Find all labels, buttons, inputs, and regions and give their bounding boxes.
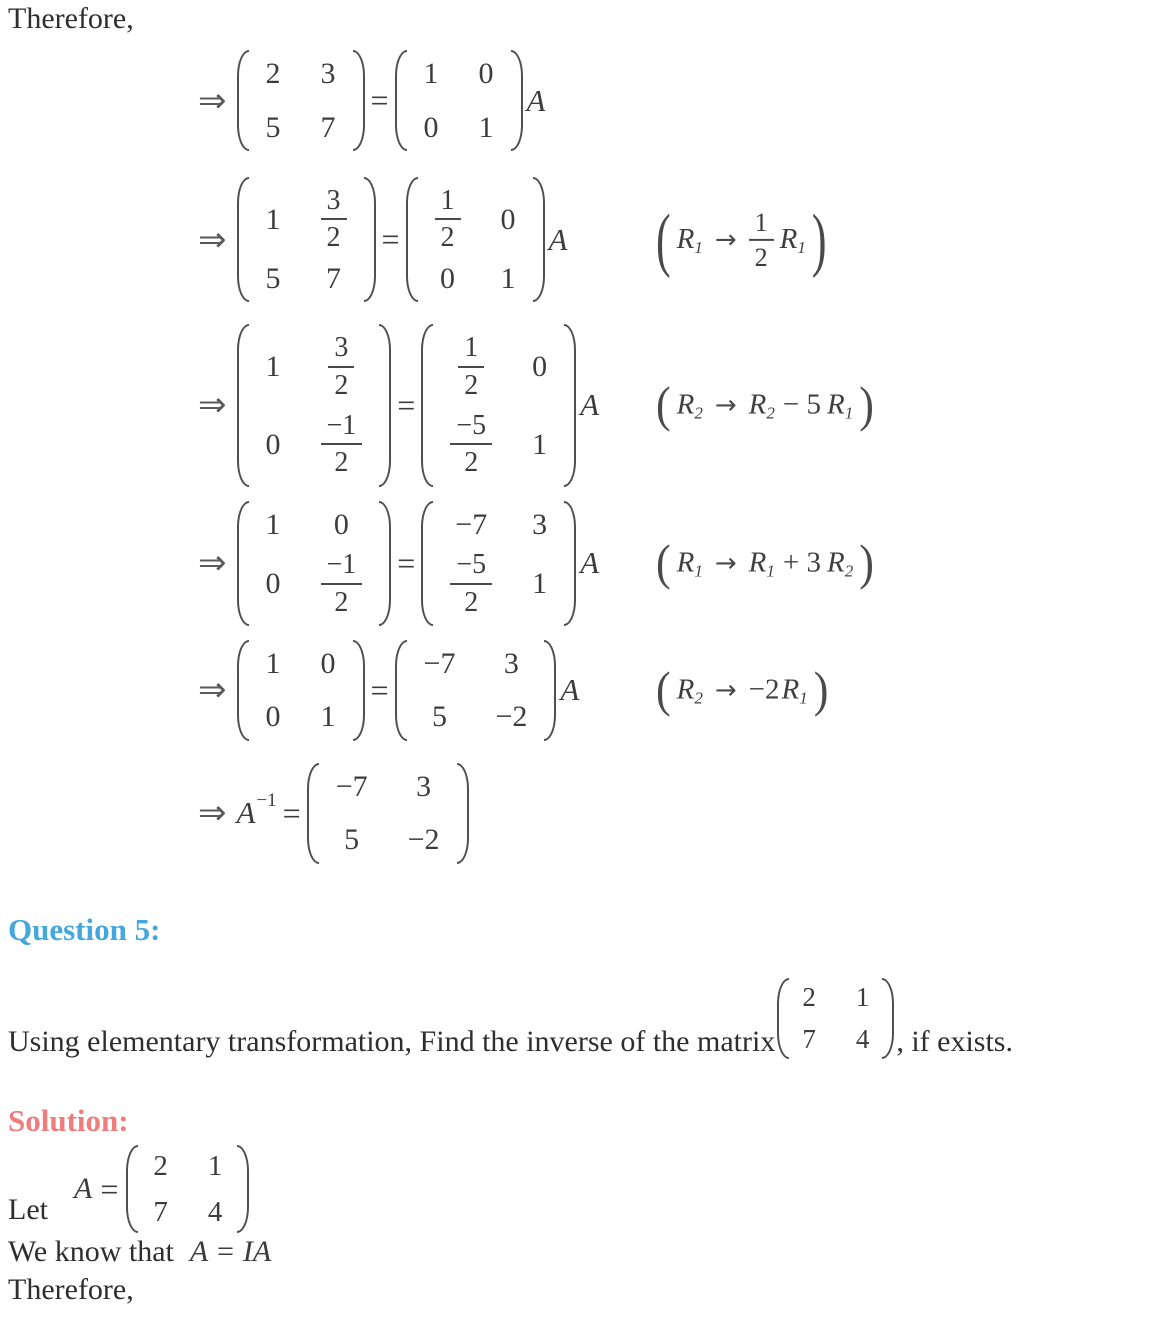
- solution-heading: Solution:: [8, 1102, 129, 1138]
- matrix-cell: 0: [265, 566, 281, 600]
- inline-matrix: [126, 1145, 249, 1234]
- know-math: A = IA: [189, 1235, 272, 1269]
- equals-sign: =: [397, 386, 416, 423]
- equals-sign: =: [370, 671, 389, 708]
- intro-text: Therefore,: [8, 2, 134, 35]
- matrix-lhs: [237, 324, 392, 486]
- matrix-cell: 5: [265, 110, 281, 144]
- paren-left-icon: [237, 177, 249, 302]
- paren-right-icon: [564, 501, 576, 626]
- fraction: [450, 549, 492, 618]
- equals-sign: =: [381, 221, 400, 258]
- matrix-lhs: [237, 177, 376, 302]
- matrix-cell: 1: [500, 261, 516, 295]
- fraction: [450, 410, 492, 479]
- implies-arrow-icon: ⇒: [198, 219, 227, 260]
- matrix-cell: −7: [335, 769, 368, 803]
- matrix-cell: −7: [423, 646, 456, 680]
- implies-arrow-icon: ⇒: [198, 385, 227, 426]
- fraction-numerator: 3: [321, 185, 347, 220]
- fraction-denominator: 2: [440, 222, 455, 254]
- fraction-numerator: 1: [458, 332, 484, 367]
- row-subscript: 1: [799, 688, 808, 708]
- matrix-cell: 1: [532, 566, 548, 600]
- row-subscript: 1: [694, 237, 703, 257]
- row-operation-note: [656, 535, 874, 591]
- matrix-cell: 0: [500, 202, 516, 236]
- matrix-rhs: [406, 177, 545, 302]
- paren-left-icon: [307, 763, 319, 864]
- paren-right-icon: [237, 1145, 249, 1234]
- question-heading: Question 5:: [8, 911, 161, 947]
- paren-right-icon: [364, 177, 376, 302]
- matrix-cell: 3: [503, 646, 519, 680]
- therefore-text: Therefore,: [8, 1273, 134, 1307]
- paren-right-icon: [544, 640, 556, 741]
- matrix-lhs: [237, 50, 365, 151]
- matrix-cell: 2: [265, 57, 281, 90]
- matrix-lhs: [237, 501, 392, 626]
- paren-left-icon: [237, 640, 249, 741]
- paren-left-icon: [237, 50, 249, 151]
- row-subscript: 1: [797, 237, 806, 257]
- matrix-cell: 1: [478, 110, 494, 144]
- note-paren-close: ): [859, 377, 874, 433]
- matrix-cell: 1: [320, 700, 336, 734]
- matrix-cell: 7: [802, 1024, 816, 1055]
- matrix-rhs: [395, 640, 557, 741]
- matrix-rhs: [421, 501, 576, 626]
- know-row: [8, 1235, 1170, 1269]
- paren-right-icon: [882, 978, 894, 1059]
- operation-term: + 3: [782, 546, 821, 579]
- paren-left-icon: [406, 177, 418, 302]
- paren-right-icon: [379, 324, 391, 486]
- equation-row: [198, 501, 1170, 626]
- fraction: [328, 332, 354, 401]
- inverse-exponent: −1: [256, 790, 277, 812]
- matrix-cell: 1: [855, 981, 870, 1012]
- matrix-cell: 1: [532, 427, 548, 461]
- matrix-cell: 5: [344, 823, 360, 857]
- matrix-suffix-A: A: [580, 387, 600, 423]
- equation-row: [198, 50, 1170, 151]
- maps-to-arrow-icon: →: [714, 390, 737, 421]
- matrix-cell: 4: [855, 1024, 870, 1055]
- row-symbol: R: [779, 223, 798, 256]
- paren-left-icon: [421, 324, 433, 486]
- matrix-cell: 0: [333, 507, 349, 541]
- equation-row: [198, 177, 1170, 302]
- maps-to-arrow-icon: →: [714, 548, 737, 579]
- fraction-numerator: −5: [450, 410, 492, 445]
- equation-row: [198, 763, 1170, 864]
- matrix-cell: 1: [265, 349, 281, 383]
- row-subscript: 2: [694, 688, 703, 708]
- row-subscript: 2: [844, 561, 854, 581]
- row-symbol: R: [827, 546, 845, 579]
- equation-row: [198, 324, 1170, 486]
- equals-sign: =: [282, 794, 301, 831]
- note-paren-open: (: [656, 199, 671, 280]
- a-inverse-symbol: A: [236, 795, 256, 831]
- fraction: [435, 185, 461, 254]
- paren-left-icon: [777, 978, 789, 1059]
- fraction-denominator: 2: [464, 447, 479, 479]
- paren-right-icon: [379, 501, 391, 626]
- implies-arrow-icon: ⇒: [198, 793, 227, 834]
- matrix-cell: −2: [407, 823, 440, 857]
- fraction-numerator: −1: [321, 410, 363, 445]
- paren-left-icon: [395, 640, 407, 741]
- fraction-numerator: −5: [450, 549, 492, 584]
- matrix-cell: 1: [423, 57, 439, 90]
- matrix-rhs: [395, 50, 523, 151]
- matrix-suffix-A: A: [548, 221, 568, 257]
- matrix-cell: 7: [153, 1196, 168, 1228]
- question-text-after: , if exists.: [896, 1024, 1013, 1058]
- equals-sign: =: [397, 544, 416, 581]
- note-paren-open: (: [656, 377, 671, 433]
- row-subscript: 2: [766, 403, 775, 423]
- row-subscript: 1: [766, 561, 775, 581]
- matrix-cell: −7: [455, 507, 488, 541]
- row-subscript: 1: [844, 403, 854, 423]
- implies-arrow-icon: ⇒: [198, 670, 227, 711]
- row-operation-note: [656, 199, 827, 280]
- row-symbol: R: [827, 388, 845, 421]
- matrix-cell: 0: [423, 110, 439, 144]
- matrix-symbol-A: A: [73, 1172, 93, 1205]
- matrix-cell: 5: [265, 261, 281, 295]
- maps-to-arrow-icon: →: [714, 224, 737, 255]
- row-symbol: R: [676, 673, 695, 706]
- note-paren-open: (: [656, 535, 671, 591]
- paren-left-icon: [237, 501, 249, 626]
- paren-right-icon: [511, 50, 523, 151]
- matrix-cell: 0: [478, 57, 494, 90]
- matrix-cell: 3: [532, 507, 548, 541]
- row-symbol: R: [676, 546, 695, 579]
- row-symbol: R: [676, 388, 695, 421]
- matrix-rhs: [307, 763, 469, 864]
- question-text: [8, 978, 1170, 1059]
- row-operation-note: [656, 662, 829, 718]
- equals-sign: =: [370, 82, 389, 118]
- equation-block: [198, 50, 1170, 864]
- fraction: [749, 208, 774, 272]
- matrix-cell: 4: [207, 1196, 223, 1228]
- matrix-suffix-A: A: [580, 545, 600, 581]
- operation-term: − 5: [782, 388, 821, 421]
- note-paren-close: ): [813, 662, 829, 718]
- paren-right-icon: [457, 763, 469, 864]
- matrix-cell: 7: [326, 261, 341, 295]
- paren-right-icon: [564, 324, 576, 486]
- matrix-cell: 3: [320, 57, 336, 90]
- matrix-cell: 1: [207, 1149, 223, 1182]
- equation-row: [198, 640, 1170, 741]
- row-operation-note: [656, 377, 874, 433]
- inline-matrix: [777, 978, 894, 1059]
- row-symbol: R: [781, 673, 800, 706]
- fraction: [321, 549, 363, 618]
- let-row: [8, 1145, 1170, 1234]
- matrix-cell: 2: [802, 981, 816, 1012]
- matrix-cell: 7: [320, 110, 336, 144]
- matrix-cell: 0: [532, 349, 548, 383]
- fraction-denominator: 2: [334, 447, 349, 479]
- matrix-cell: 5: [432, 700, 447, 734]
- row-symbol: R: [748, 388, 767, 421]
- row-symbol: R: [676, 223, 695, 256]
- matrix-suffix-A: A: [526, 82, 546, 118]
- fraction-denominator: 2: [464, 586, 479, 618]
- matrix-cell: 0: [440, 261, 456, 295]
- fraction-numerator: 3: [328, 332, 354, 367]
- fraction-denominator: 2: [326, 222, 341, 254]
- fraction-denominator: 2: [464, 369, 479, 401]
- equals-sign: =: [100, 1170, 119, 1207]
- fraction-numerator: 1: [749, 208, 774, 241]
- question-text-before: Using elementary transformation, Find the inverse of the matrix: [8, 1024, 776, 1058]
- row-subscript: 2: [694, 403, 703, 423]
- fraction-denominator: 2: [754, 242, 768, 272]
- matrix-rhs: [421, 324, 576, 486]
- fraction: [321, 410, 363, 479]
- fraction-numerator: 1: [435, 185, 461, 220]
- operation-coefficient: −2: [748, 673, 780, 706]
- fraction-denominator: 2: [334, 369, 349, 401]
- matrix-cell: 0: [320, 646, 336, 680]
- matrix-suffix-A: A: [560, 672, 580, 708]
- matrix-cell: 1: [265, 202, 281, 236]
- paren-left-icon: [126, 1145, 138, 1234]
- matrix-cell: 1: [265, 507, 281, 541]
- note-paren-close: ): [859, 535, 874, 591]
- matrix-cell: 0: [265, 427, 281, 461]
- maps-to-arrow-icon: →: [714, 675, 737, 706]
- paren-left-icon: [421, 501, 433, 626]
- fraction-denominator: 2: [334, 586, 349, 618]
- fraction: [321, 185, 347, 254]
- note-paren-close: ): [811, 199, 827, 280]
- matrix-cell: 0: [265, 700, 281, 734]
- let-equation: [74, 1145, 249, 1234]
- fraction: [458, 332, 484, 401]
- fraction-numerator: −1: [321, 549, 363, 584]
- row-symbol: R: [748, 546, 767, 579]
- let-label: Let: [8, 1193, 48, 1227]
- paren-left-icon: [237, 324, 249, 486]
- row-subscript: 1: [694, 561, 703, 581]
- matrix-cell: −2: [495, 700, 528, 734]
- matrix-cell: 3: [416, 769, 432, 803]
- paren-right-icon: [353, 50, 365, 151]
- paren-right-icon: [533, 177, 545, 302]
- paren-right-icon: [353, 640, 365, 741]
- implies-arrow-icon: ⇒: [198, 80, 227, 121]
- paren-left-icon: [395, 50, 407, 151]
- note-paren-open: (: [656, 662, 671, 718]
- matrix-lhs: [237, 640, 365, 741]
- matrix-cell: 1: [265, 646, 281, 680]
- know-text: We know that: [8, 1235, 174, 1269]
- implies-arrow-icon: ⇒: [198, 543, 227, 584]
- matrix-cell: 2: [153, 1149, 168, 1182]
